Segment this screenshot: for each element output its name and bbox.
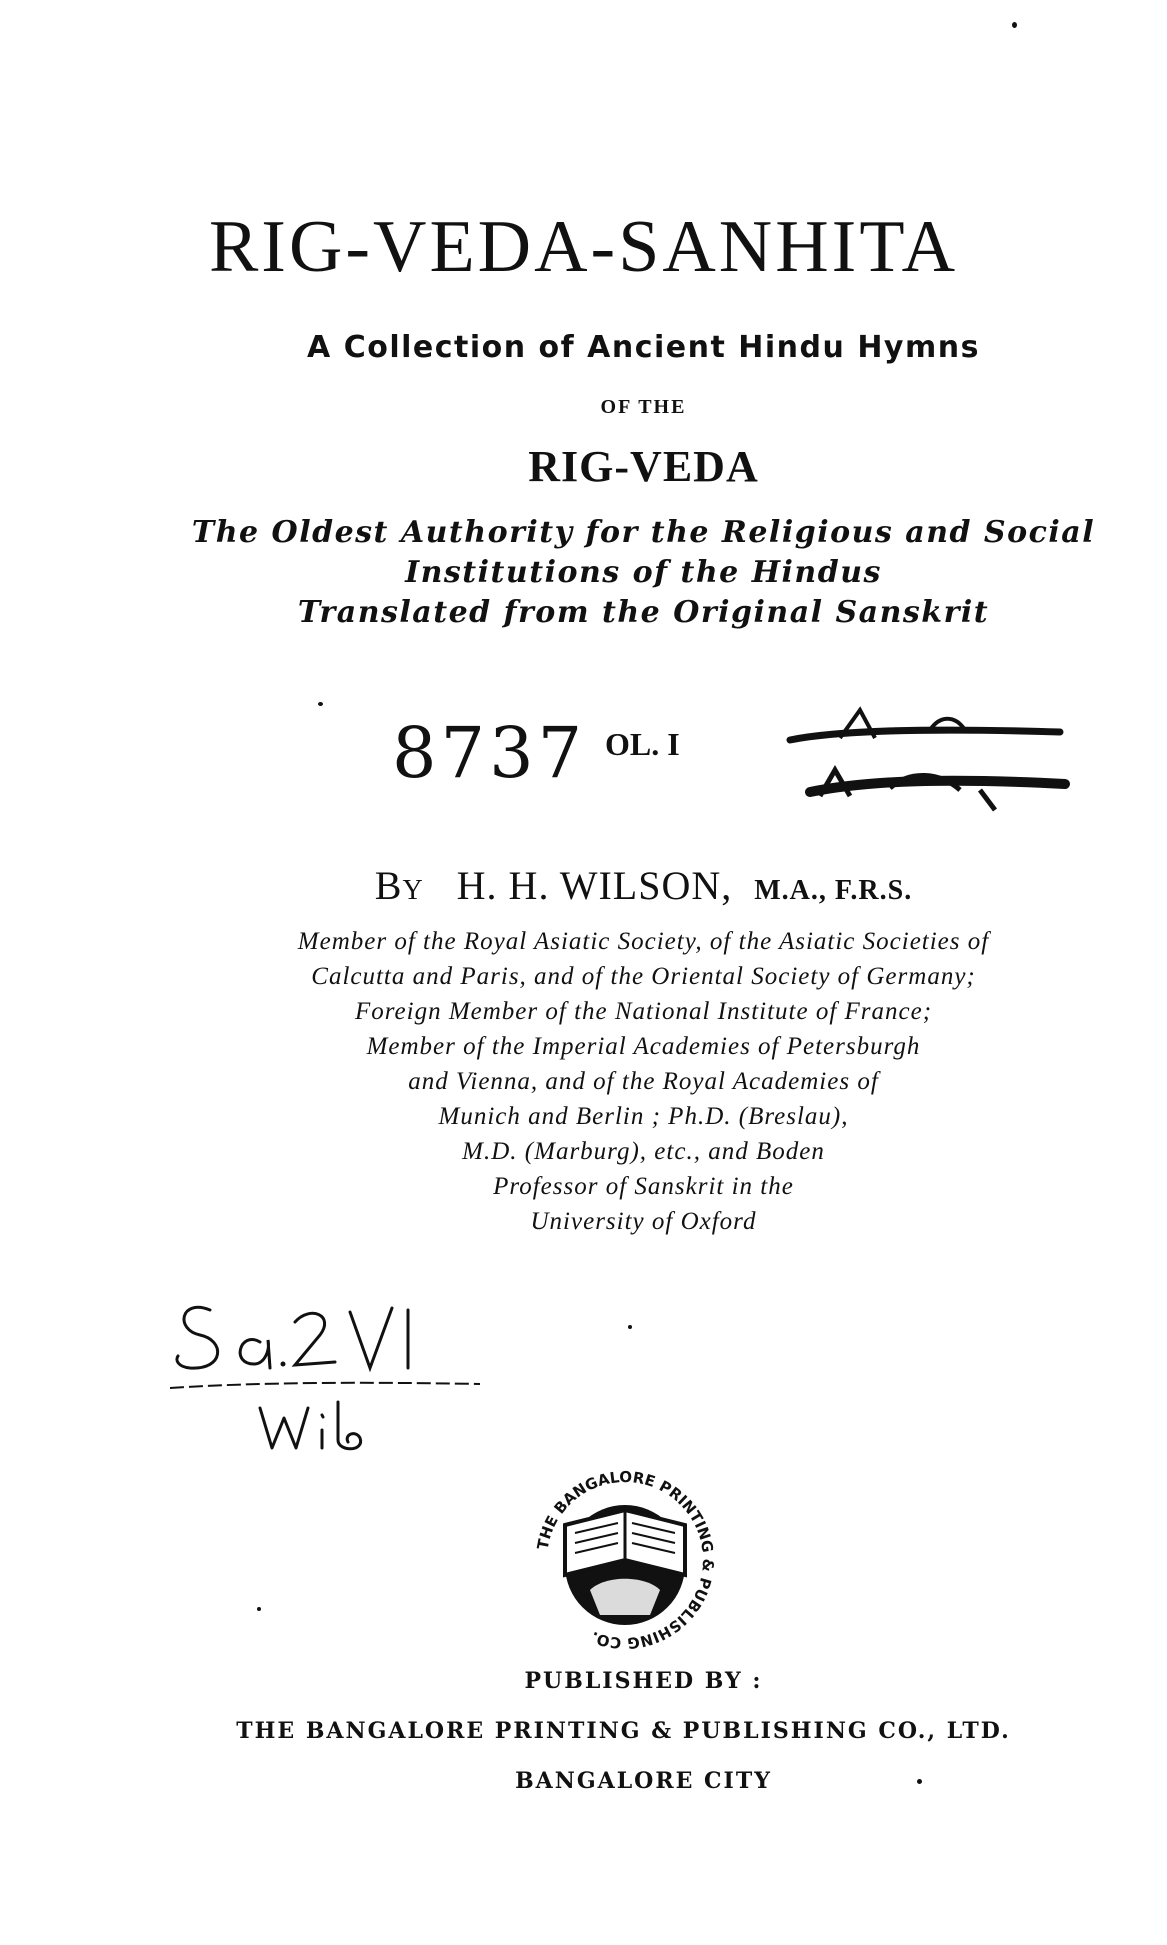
credential-line: University of Oxford — [530, 1208, 757, 1235]
stamped-shelf-number: 8737 — [392, 712, 587, 794]
credential-line: Foreign Member of the National Institute of France; — [354, 998, 933, 1025]
publisher-seal — [530, 1465, 720, 1655]
of-the-label: OF THE — [600, 396, 687, 418]
credential-line: Munich and Berlin ; Ph.D. (Breslau), — [438, 1103, 849, 1130]
author-line — [60, 862, 1167, 909]
struck-out-handwriting — [780, 700, 1070, 820]
author-degrees: M.A., F.R.S. — [754, 875, 913, 906]
work-name: RIG-VEDA — [528, 442, 759, 491]
book-subtitle: A Collection of Ancient Hindu Hymns — [307, 330, 980, 365]
publisher-name: THE BANGALORE PRINTING & PUBLISHING CO., LTD. — [236, 1718, 1011, 1744]
ink-speck — [257, 1607, 261, 1611]
credential-line: Calcutta and Paris, and of the Oriental Society of Germany; — [311, 963, 976, 990]
seal-ring-text: THE BANGALORE PRINTING & PUBLISHING CO. — [533, 1467, 718, 1653]
ink-speck — [628, 1325, 632, 1329]
publisher-city: BANGALORE CITY — [515, 1768, 772, 1794]
description-line: The Oldest Authority for the Religious and Social — [191, 515, 1096, 550]
ink-speck — [318, 702, 323, 706]
published-by-label: PUBLISHED BY : — [524, 1668, 763, 1694]
by-label: By — [374, 863, 424, 908]
book-title: RIG-VEDA-SANHITA — [208, 206, 959, 288]
volume-label: OL. I — [605, 726, 680, 762]
description-line: Translated from the Original Sanskrit — [297, 595, 990, 630]
ink-speck — [1012, 22, 1017, 28]
credential-line: and Vienna, and of the Royal Academies of — [408, 1068, 879, 1095]
author-name: H. H. WILSON, — [456, 863, 733, 908]
credential-line: Professor of Sanskrit in the — [493, 1173, 794, 1200]
description-line: Institutions of the Hindus — [405, 555, 882, 590]
credential-line: Member of the Royal Asiatic Society, of the Asiatic Societies of — [297, 928, 990, 955]
credential-line: Member of the Imperial Academies of Petersburgh — [366, 1033, 921, 1060]
handwritten-call-number — [170, 1290, 500, 1460]
credential-line: M.D. (Marburg), etc., and Boden — [462, 1138, 825, 1165]
